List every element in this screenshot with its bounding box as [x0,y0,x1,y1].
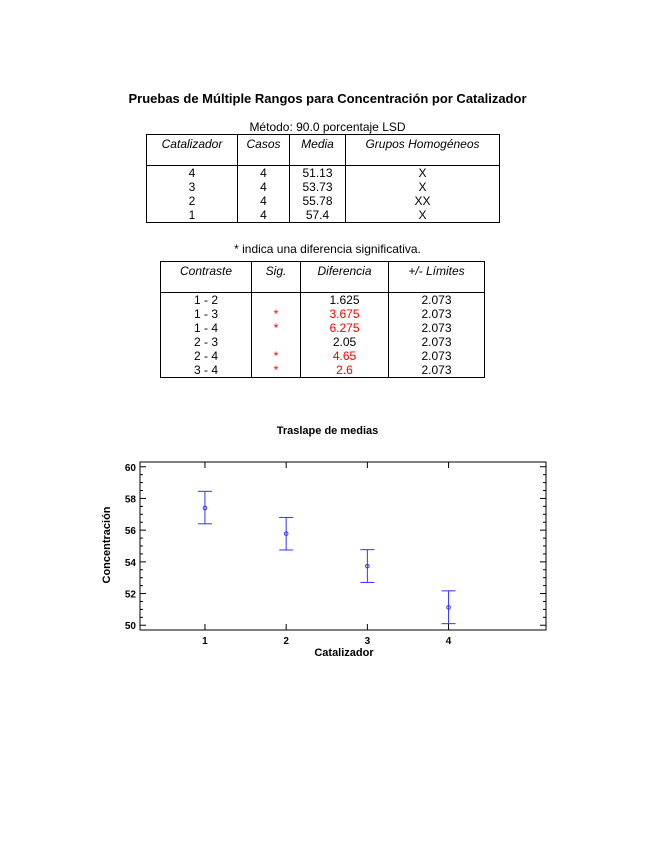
error-bar-catalizador-2 [279,517,293,549]
x-tick-label: 4 [445,636,452,647]
table-row [161,293,485,308]
cell-sig [252,335,301,349]
contrast-table [160,261,485,378]
cell-diferencia: 6.275 [301,321,389,335]
cell-diferencia: 2.6 [301,363,389,378]
cell-diferencia: 3.675 [301,307,389,321]
cell-diferencia: 1.625 [301,293,389,308]
cell-casos: 4 [238,208,290,223]
cell-diferencia: 2.05 [301,335,389,349]
error-bar-catalizador-3 [360,550,374,583]
y-tick-label: 52 [124,589,136,601]
cell-grupos: X [346,208,500,223]
chart-title: Traslape de medias [276,425,379,437]
table-row [147,166,500,181]
cell-grupos: XX [346,194,500,208]
y-tick-label: 58 [124,494,136,506]
cell-limite: 2.073 [389,363,485,378]
cell-catalizador: 3 [147,180,238,194]
cell-contraste: 3 - 4 [161,363,252,378]
cell-media: 55.78 [290,194,346,208]
table-row [161,335,485,349]
cell-limite: 2.073 [389,321,485,335]
header-contraste: Contraste [161,262,252,293]
header-grupos: Grupos Homogéneos [346,135,500,166]
cell-contraste: 1 - 4 [161,321,252,335]
cell-sig: * [252,363,301,378]
cell-limite: 2.073 [389,335,485,349]
cell-diferencia: 4.65 [301,349,389,363]
table-row [147,180,500,194]
cell-limite: 2.073 [389,349,485,363]
error-bar-catalizador-1 [198,491,212,523]
cell-limite: 2.073 [389,293,485,308]
cell-casos: 4 [238,194,290,208]
cell-sig: * [252,321,301,335]
cell-media: 51.13 [290,166,346,181]
report-title: Pruebas de Múltiple Rangos para Concentración por Catalizador [128,91,527,106]
cell-casos: 4 [238,180,290,194]
cell-casos: 4 [238,166,290,181]
table-row [147,194,500,208]
x-axis-label: Catalizador [314,647,374,659]
table-row [161,349,485,363]
y-tick-label: 60 [124,462,136,474]
header-catalizador: Catalizador [147,135,238,166]
cell-sig [252,293,301,308]
cell-contraste: 1 - 2 [161,293,252,308]
table-row [161,321,485,335]
header-media: Media [290,135,346,166]
cell-contraste: 2 - 3 [161,335,252,349]
homogeneous-groups-table [146,134,500,223]
cell-catalizador: 1 [147,208,238,223]
header-limites: +/- Límites [389,262,485,293]
cell-contraste: 1 - 3 [161,307,252,321]
cell-sig: * [252,307,301,321]
cell-limite: 2.073 [389,307,485,321]
method-label: Método: 90.0 porcentaje LSD [249,120,406,134]
cell-catalizador: 4 [147,166,238,181]
x-tick-label: 2 [283,636,289,647]
y-axis-label: Concentración [101,506,113,584]
cell-media: 53.73 [290,180,346,194]
cell-grupos: X [346,180,500,194]
cell-sig: * [252,349,301,363]
header-casos: Casos [238,135,290,166]
y-tick-label: 56 [124,526,136,538]
x-tick-label: 3 [364,636,371,647]
cell-catalizador: 2 [147,194,238,208]
plot-frame [140,462,546,630]
significance-note: * indica una diferencia significativa. [234,242,421,256]
table-row [147,208,500,223]
header-diferencia: Diferencia [301,262,389,293]
error-bar-catalizador-4 [442,591,456,624]
cell-media: 57.4 [290,208,346,223]
y-tick-label: 54 [124,557,136,569]
x-tick-label: 1 [202,636,208,647]
cell-contraste: 2 - 4 [161,349,252,363]
table-row [161,307,485,321]
y-tick-label: 50 [124,621,136,633]
table-row [161,363,485,378]
cell-grupos: X [346,166,500,181]
header-sig: Sig. [252,262,301,293]
means-overlap-chart [0,440,655,670]
